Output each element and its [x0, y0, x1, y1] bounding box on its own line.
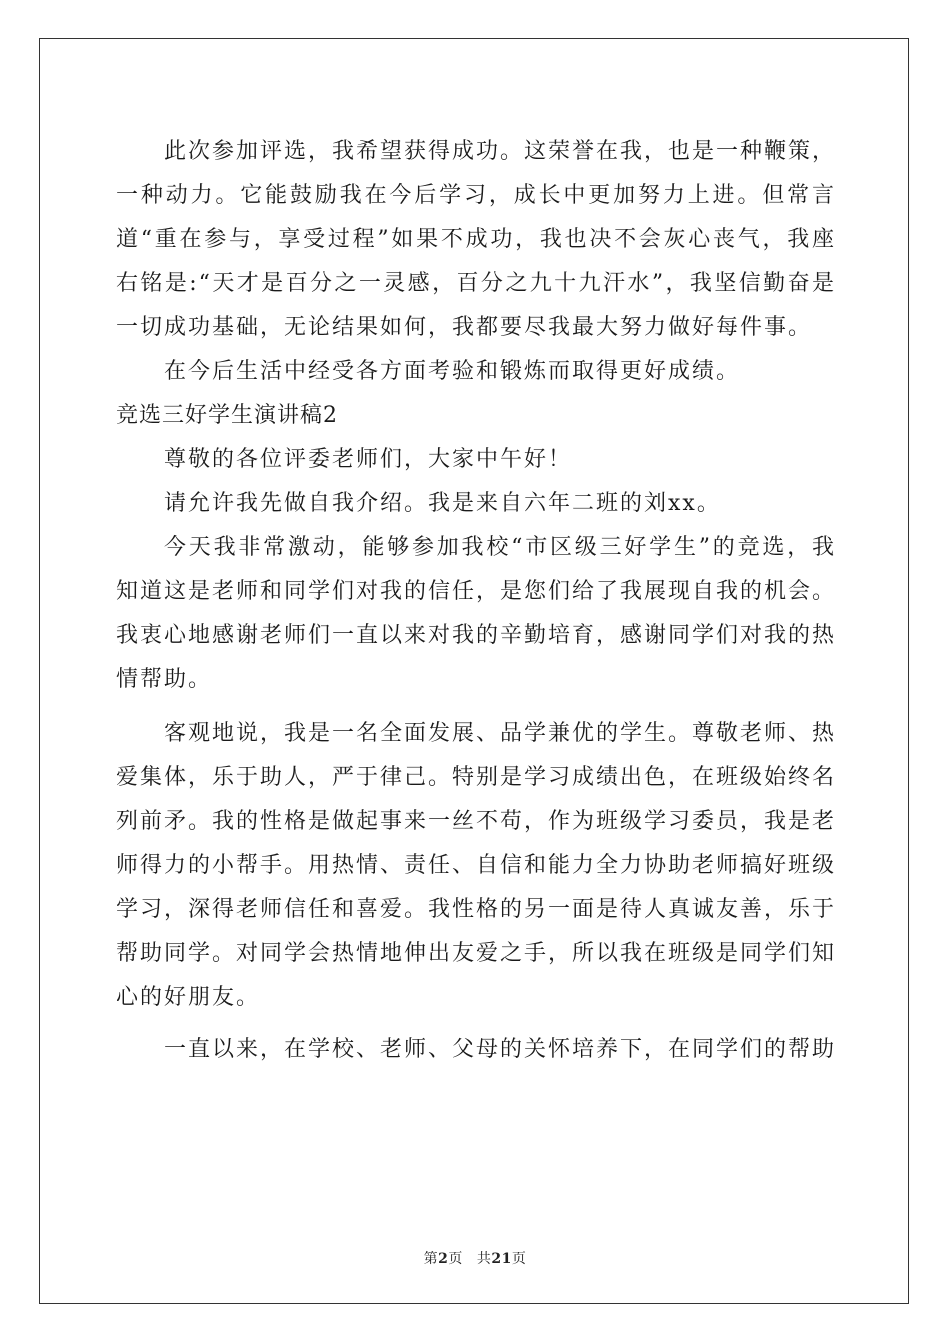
footer-total-suffix: 页	[511, 1251, 527, 1267]
footer-page-number: 2	[438, 1251, 449, 1267]
footer-total-pages: 21	[491, 1251, 512, 1267]
paragraph-1: 此次参加评选，我希望获得成功。这荣誉在我，也是一种鞭策，一种动力。它能鼓励我在今后学习，成长中更加努力上进。但常言道“重在参与，享受过程”如果不成功，我也决不会灰心丧气，我座右铭是:“天才是百分之一灵感，百分之九十九汗水”，我坚信勤奋是一切成功基础，无论结果如何，我都要尽我最大努力做好每件事。	[116, 139, 837, 340]
document-body	[116, 130, 836, 1072]
page-footer	[0, 1248, 950, 1268]
footer-total-prefix: 共	[476, 1251, 492, 1267]
paragraph-2: 在今后生活中经受各方面考验和锻炼而取得更好成绩。	[164, 359, 741, 384]
footer-page-suffix: 页	[448, 1251, 463, 1267]
paragraph-greeting: 尊敬的各位评委老师们，大家中午好！	[164, 447, 573, 472]
footer-page-prefix: 第	[423, 1251, 439, 1267]
paragraph-5: 一直以来，在学校、老师、父母的关怀培养下，在同学们的帮助	[164, 1037, 837, 1062]
paragraph-4: 客观地说，我是一名全面发展、品学兼优的学生。尊敬老师、热爱集体，乐于助人，严于律己。特别是学习成绩出色，在班级始终名列前矛。我的性格是做起事来一丝不苟，作为班级学习委员，我是老师得力的小帮手。用热情、责任、自信和能力全力协助老师搞好班级学习，深得老师信任和喜爱。我性格的另一面是待人真诚友善，乐于帮助同学。对同学会热情地伸出友爱之手，所以我在班级是同学们知心的好朋友。	[116, 721, 837, 1010]
section-heading: 竞选三好学生演讲稿2	[116, 403, 338, 428]
paragraph-3: 今天我非常激动，能够参加我校“市区级三好学生”的竞选，我知道这是老师和同学们对我的信任，是您们给了我展现自我的机会。我衷心地感谢老师们一直以来对我的辛勤培育，感谢同学们对我的热情帮助。	[116, 535, 837, 692]
paragraph-intro: 请允许我先做自我介绍。我是来自六年二班的刘xx。	[164, 491, 721, 516]
